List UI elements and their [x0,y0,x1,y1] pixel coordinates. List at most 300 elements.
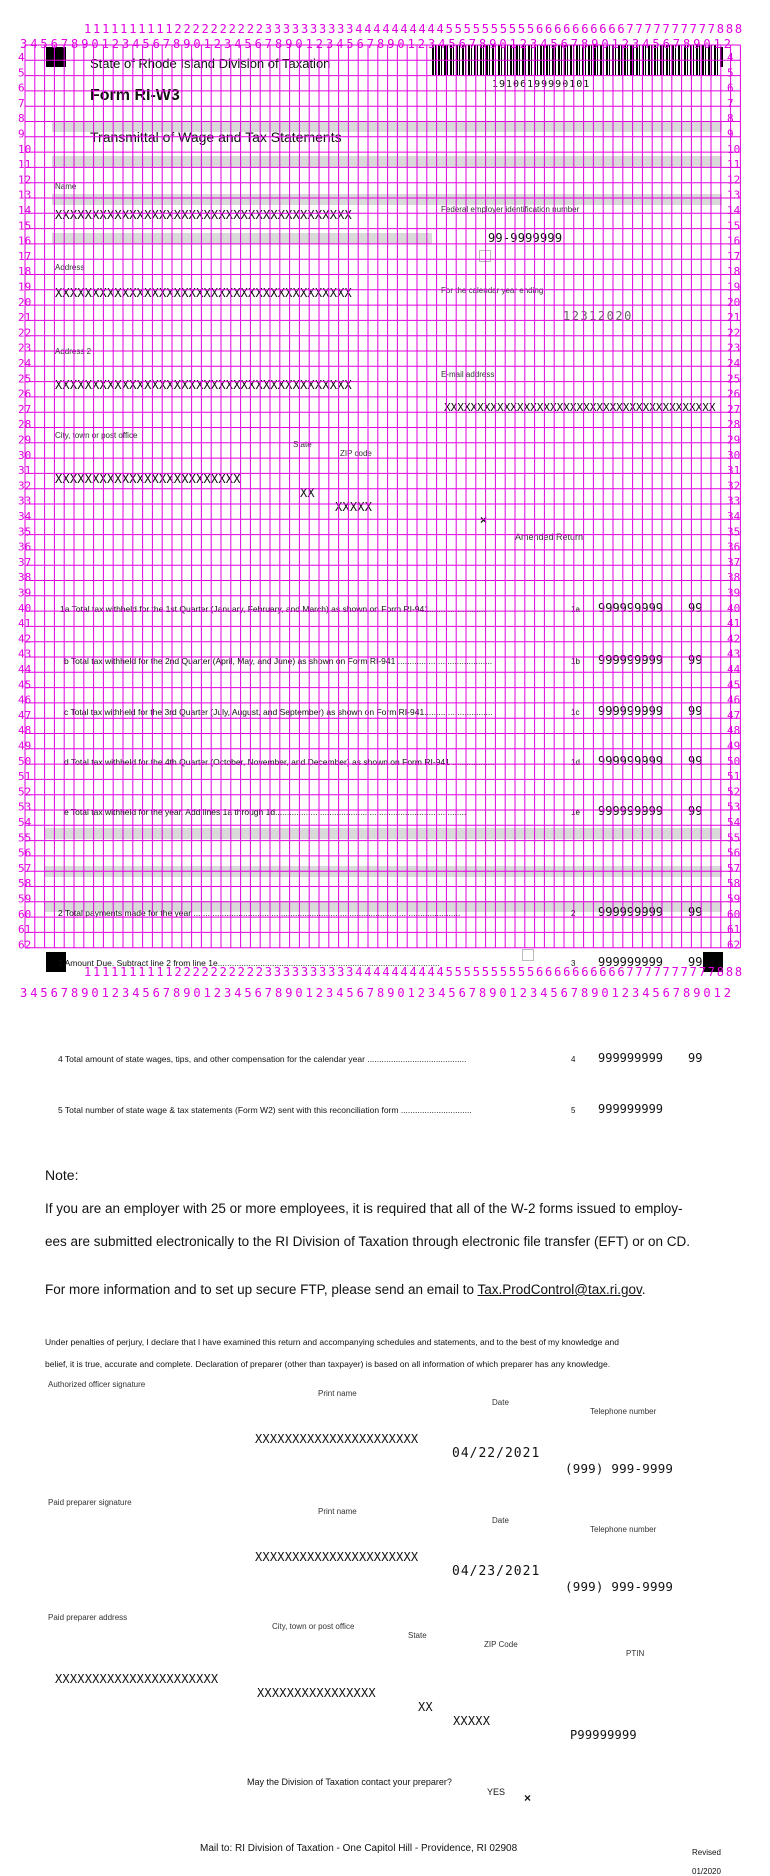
grid-row-number-right: 43 [727,647,741,661]
grid-column-tens-digit: 1 [147,22,155,36]
grid-column-units-digit-bottom: 1 [203,986,211,1000]
tax-line-description: 2 Total payments made for the year ................................................................................................................. [58,908,461,918]
grid-column-units-digit-bottom: 6 [254,986,262,1000]
tax-line-dollars[interactable]: 999999999 [598,601,664,615]
barcode-number: 19106199990101 [492,79,591,90]
grid-column-units-digit-bottom: 8 [479,986,487,1000]
grid-column-tens-digit: 1 [156,22,164,36]
grid-row-number-right: 18 [727,265,741,279]
note-line-2: ees are submitted electronically to the RI Division of Taxation through electronic file transfer (EFT) or on CD. [45,1234,691,1249]
note-line-3 [45,1282,770,1297]
grid-column-units-digit-bottom: 9 [81,986,89,1000]
grid-row-number-left: 14 [18,204,32,217]
grid-column-tens-digit-bottom: 4 [400,965,408,979]
grid-column-tens-digit: 5 [499,22,508,36]
grid-column-units-digit: 0 [397,37,405,51]
grid-row-number-right: 36 [727,540,741,554]
grid-column-tens-digit: 7 [644,22,652,36]
grid-column-tens-digit-bottom: 2 [201,965,209,979]
officer-signature-label: Authorized officer signature [48,1380,146,1389]
grid-column-tens-digit-bottom: 6 [581,965,589,979]
grid-column-units-digit-bottom: 8 [71,986,79,1000]
grid-column-units-digit: 7 [366,37,375,51]
grid-column-units-digit: 8 [479,37,487,51]
grid-column-units-digit-bottom: 5 [142,986,150,1000]
state-label: State [293,440,312,449]
grid-column-tens-digit: 8 [716,22,725,36]
grid-column-units-digit-bottom: 6 [560,986,568,1000]
preparer-signature-label: Paid preparer signature [48,1498,132,1507]
grid-column-tens-digit-bottom: 2 [246,965,254,979]
grid-column-units-digit: 2 [723,37,732,51]
grid-row-number-left: 41 [18,617,32,631]
grid-row-number-right: 57 [727,861,741,875]
grid-column-units-digit-bottom: 2 [315,986,324,1000]
grid-column-units-digit-bottom: 8 [683,986,691,1000]
grid-column-tens-digit-bottom: 8 [734,965,743,979]
preparer-address-field[interactable]: XXXXXXXXXXXXXXXXXXXXXX [55,1672,219,1686]
grid-column-tens-digit: 7 [662,22,670,36]
grid-column-units-digit-bottom: 9 [183,986,191,1000]
grid-column-units-digit-bottom: 4 [132,986,140,1000]
grid-row-number-right: 48 [727,724,741,738]
zip-field[interactable]: XXXXX [335,500,373,514]
grid-column-units-digit-bottom: 5 [40,986,48,1000]
grid-row-number-right: 60 [727,907,741,921]
tax-line-cents[interactable]: 99 [688,804,703,818]
grid-row-number-left: 38 [18,571,32,585]
grid-row-number-left: 47 [18,708,32,722]
tax-line-dollars[interactable]: 999999999 [598,1102,664,1116]
grid-column-tens-digit-bottom: 3 [291,965,300,979]
grid-row-number-left: 23 [18,341,32,355]
grid-row-number-left: 15 [18,219,32,233]
form-subtitle: Transmittal of Wage and Tax Statements [90,129,342,145]
tax-line-dollars[interactable]: 999999999 [598,905,664,919]
grid-column-units-digit: 1 [305,37,313,51]
grid-row-number-left: 45 [18,678,32,692]
grid-row-number-right: 40 [727,601,741,615]
grid-row-number-left: 28 [18,418,32,432]
perjury-statement-1: Under penalties of perjury, I declare that I have examined this return and accompanying schedules and statements, and to the best of my knowledge and [45,1337,619,1347]
name-field[interactable]: XXXXXXXXXXXXXXXXXXXXXXXXXXXXXXXXXXXXXXXX [55,208,352,222]
grid-column-tens-digit: 2 [246,22,254,36]
grid-column-units-digit: 5 [244,37,252,51]
year-ending-field[interactable]: 12312020 [563,309,633,323]
grid-column-tens-digit: 4 [391,22,399,36]
grid-column-tens-digit: 2 [237,22,245,36]
officer-date-label: Date [492,1398,509,1407]
tax-line-dollars[interactable]: 999999999 [598,754,664,768]
grid-column-tens-digit: 3 [319,22,327,36]
grid-row-number-right: 41 [727,617,741,631]
grid-row-number-right: 31 [727,464,741,478]
grid-column-tens-digit: 3 [346,22,354,36]
grid-row-number-right: 5 [727,66,734,80]
note-line-3-text: For more information and to set up secure FTP, please send an email to [45,1282,478,1297]
grid-row-number-left: 29 [18,433,32,447]
grid-column-tens-digit: 7 [707,22,715,36]
grid-row-number-right: 56 [727,846,741,860]
grid-column-units-digit: 1 [407,37,415,51]
grid-column-tens-digit: 4 [418,22,426,36]
grid-column-tens-digit-bottom: 6 [608,965,616,979]
grid-column-tens-digit-bottom: 6 [617,965,625,979]
contact-preparer-yes-label: YES [487,1787,506,1797]
preparer-name-field[interactable]: XXXXXXXXXXXXXXXXXXXXXX [255,1550,419,1564]
grid-row-number-left: 25 [18,372,32,386]
grid-column-tens-digit: 7 [698,22,706,36]
grid-column-tens-digit-bottom: 5 [499,965,508,979]
grid-row-number-right: 39 [727,586,741,600]
grid-column-units-digit-bottom: 8 [581,986,589,1000]
grid-column-tens-digit-bottom: 3 [346,965,354,979]
grid-column-tens-digit-bottom: 2 [192,965,200,979]
support-email-link[interactable]: Tax.ProdControl@tax.ri.gov [477,1282,642,1297]
tax-line-dollars[interactable]: 999999999 [598,653,664,667]
tax-line-number: 5 [571,1106,576,1115]
grid-row-number-left: 62 [18,938,32,952]
grid-column-units-digit: 9 [183,37,191,51]
grid-row-number-left: 16 [18,234,32,248]
grid-column-tens-digit: 5 [472,22,480,36]
tax-line-number: 2 [571,909,576,918]
grid-row-number-right: 12 [727,173,741,187]
grid-column-units-digit-bottom: 8 [377,986,385,1000]
address-field[interactable]: XXXXXXXXXXXXXXXXXXXXXXXXXXXXXXXXXXXXXXXX [55,286,352,300]
contact-preparer-yes-mark: × [524,1791,532,1805]
grid-row-number-right: 14 [727,204,741,217]
state-field[interactable]: XX [300,486,315,500]
grid-column-units-digit-bottom: 3 [632,986,640,1000]
grid-column-units-digit: 7 [570,37,579,51]
grid-column-units-digit-bottom: 7 [672,986,681,1000]
address2-field[interactable]: XXXXXXXXXXXXXXXXXXXXXXXXXXXXXXXXXXXXXXXX [55,378,352,392]
grid-column-tens-digit: 2 [210,22,218,36]
revised-date: 01/2020 [692,1867,721,1876]
grid-row-number-left: 58 [18,877,32,891]
grid-row-number-left: 46 [18,693,32,707]
grid-column-tens-digit-bottom: 7 [707,965,715,979]
grid-column-units-digit: 4 [438,37,446,51]
city-label: City, town or post office [55,431,138,440]
grid-column-tens-digit: 4 [382,22,390,36]
grid-column-tens-digit-bottom: 4 [391,965,399,979]
officer-date-field[interactable]: 04/22/2021 [452,1446,541,1461]
grid-column-tens-digit-bottom: 4 [427,965,435,979]
grid-column-units-digit-bottom: 0 [295,986,303,1000]
grid-row-number-right: 11 [727,158,741,172]
preparer-date-field[interactable]: 04/23/2021 [452,1564,541,1579]
grid-column-units-digit: 9 [489,37,497,51]
grid-column-units-digit: 6 [254,37,262,51]
label-band-officer [45,828,722,839]
grid-column-units-digit: 8 [683,37,691,51]
grid-column-tens-digit-bottom: 8 [716,965,725,979]
grid-column-tens-digit-bottom: 1 [138,965,146,979]
grid-column-tens-digit: 1 [120,22,128,36]
grid-column-tens-digit: 1 [138,22,146,36]
fein-field[interactable]: 99-9999999 [488,231,563,245]
grid-row-number-right: 29 [727,433,741,447]
grid-column-units-digit-bottom: 0 [601,986,609,1000]
grid-column-tens-digit: 2 [219,22,227,36]
grid-column-units-digit: 7 [162,37,171,51]
preparer-state-field[interactable]: XX [418,1700,433,1714]
grid-column-units-digit-bottom: 8 [275,986,283,1000]
grid-column-tens-digit: 4 [409,22,417,36]
grid-column-tens-digit: 7 [626,22,634,36]
preparer-zip-label: ZIP Code [484,1640,518,1649]
grid-row-number-left: 52 [18,785,32,799]
grid-row-number-right: 10 [727,142,741,156]
amended-return-checkbox[interactable] [479,250,491,262]
grid-column-tens-digit: 4 [427,22,435,36]
grid-row-number-left: 7 [18,96,25,110]
grid-row-number-right: 30 [727,448,741,462]
tax-line-description: 1a Total tax withheld for the 1st Quarter (January, February, and March) as shown on Form RI-941........................ [60,604,486,614]
grid-row-number-right: 62 [727,938,741,952]
grid-column-tens-digit-bottom: 8 [725,965,734,979]
grid-column-units-digit: 5 [448,37,456,51]
grid-row-number-left: 6 [18,81,25,95]
grid-column-tens-digit: 2 [255,22,263,36]
revised-label: Revised [692,1848,721,1857]
grid-column-units-digit-bottom: 7 [468,986,477,1000]
grid-column-tens-digit-bottom: 1 [84,965,92,979]
tax-line-cents[interactable]: 99 [688,955,703,969]
grid-column-units-digit: 2 [417,37,426,51]
name-label: Name [55,182,77,191]
grid-column-units-digit-bottom: 6 [50,986,58,1000]
grid-row-number-left: 51 [18,770,32,784]
grid-column-tens-digit: 4 [364,22,372,36]
grid-row-number-left: 37 [18,555,32,569]
grid-row-number-left: 9 [18,127,25,141]
grid-column-tens-digit-bottom: 3 [319,965,327,979]
grid-row-number-right: 26 [727,387,741,401]
grid-column-tens-digit: 5 [490,22,499,36]
grid-column-tens-digit-bottom: 7 [698,965,706,979]
grid-column-units-digit-bottom: 3 [224,986,232,1000]
grid-row-number-left: 55 [18,831,32,845]
label-band-preparer [45,866,722,877]
grid-column-units-digit-bottom: 9 [591,986,599,1000]
note-heading: Note: [45,1167,79,1183]
grid-column-tens-digit-bottom: 1 [165,965,173,979]
grid-column-units-digit: 0 [193,37,201,51]
grid-column-tens-digit: 6 [581,22,589,36]
grid-column-tens-digit-bottom: 5 [463,965,471,979]
grid-row-number-right: 35 [727,525,741,539]
grid-column-tens-digit-bottom: 6 [572,965,580,979]
tax-line-dollars[interactable]: 999999999 [598,704,664,718]
grid-row-number-left: 43 [18,647,32,661]
grid-column-tens-digit-bottom: 7 [626,965,634,979]
grid-row-number-right: 20 [727,295,741,309]
grid-column-tens-digit: 3 [310,22,318,36]
preparer-state-label: State [408,1631,427,1640]
preparer-phone-field[interactable]: (999) 999-9999 [565,1579,674,1594]
grid-column-tens-digit-bottom: 4 [382,965,390,979]
grid-column-units-digit: 3 [530,37,538,51]
grid-row-number-left: 33 [18,494,32,508]
tax-line-number: 1e [571,808,580,817]
grid-column-units-digit-bottom: 9 [489,986,497,1000]
grid-column-tens-digit: 6 [536,22,544,36]
form-title: Form RI-W3 [90,87,180,104]
grid-column-units-digit: 4 [540,37,548,51]
grid-row-number-right: 53 [727,800,741,814]
grid-row-number-right: 27 [727,402,741,416]
grid-column-units-digit: 8 [581,37,589,51]
grid-column-units-digit-bottom: 2 [723,986,732,1000]
grid-column-units-digit-bottom: 9 [285,986,293,1000]
grid-column-units-digit: 1 [509,37,517,51]
grid-column-tens-digit-bottom: 7 [689,965,697,979]
email-field[interactable]: XXXXXXXXXXXXXXXXXXXXXXXXXXXXXXXXXXXXXXXXX [444,401,716,414]
grid-column-units-digit-bottom: 4 [234,986,242,1000]
grid-column-tens-digit: 7 [653,22,661,36]
grid-column-units-digit: 4 [234,37,242,51]
address-label: Address [55,263,85,272]
grid-column-units-digit-bottom: 3 [326,986,334,1000]
grid-column-units-digit: 2 [213,37,222,51]
grid-column-tens-digit-bottom: 3 [310,965,318,979]
preparer-city-field[interactable]: XXXXXXXXXXXXXXXX [257,1686,376,1700]
tax-line-row [0,804,770,824]
grid-column-units-digit: 7 [468,37,477,51]
grid-column-tens-digit-bottom: 7 [662,965,670,979]
city-field[interactable]: XXXXXXXXXXXXXXXXXXXXXXXXX [55,472,241,486]
grid-column-tens-digit-bottom: 6 [545,965,553,979]
grid-row-number-left: 61 [18,923,32,937]
preparer-print-name-label: Print name [318,1507,357,1516]
grid-column-units-digit-bottom: 9 [693,986,701,1000]
grid-column-tens-digit: 3 [273,22,282,36]
grid-row-number-right: 49 [727,739,741,753]
grid-row-number-left: 26 [18,387,32,401]
amended-return-mark: × [480,513,488,527]
grid-column-tens-digit-bottom: 1 [129,965,137,979]
grid-column-tens-digit-bottom: 4 [355,965,363,979]
agency-name: State of Rhode Island Division of Taxation [90,56,331,71]
grid-column-units-digit: 3 [224,37,232,51]
grid-row-number-left: 27 [18,402,32,416]
tax-line-description: c Total tax withheld for the 3rd Quarter (July, August, and September) as shown on Form RI-941............................. [64,707,493,717]
officer-phone-field[interactable]: (999) 999-9999 [565,1461,674,1476]
grid-column-units-digit-bottom: 4 [438,986,446,1000]
ptin-field[interactable]: P99999999 [570,1728,637,1742]
fein-label: Federal employer identification number [441,205,580,214]
grid-column-tens-digit-bottom: 5 [517,965,526,979]
grid-column-units-digit-bottom: 4 [642,986,650,1000]
grid-column-units-digit: 8 [173,37,181,51]
tax-line-cents[interactable]: 99 [688,905,703,919]
preparer-zip-field[interactable]: XXXXX [453,1714,491,1728]
grid-row-number-right: 34 [727,510,741,523]
grid-column-tens-digit: 8 [734,22,743,36]
grid-column-tens-digit: 3 [291,22,300,36]
tax-line-dollars[interactable]: 999999999 [598,955,664,969]
tax-line-dollars[interactable]: 999999999 [598,804,664,818]
grid-row-number-left: 20 [18,295,32,309]
grid-column-units-digit: 6 [458,37,466,51]
grid-row-number-left: 5 [18,66,25,80]
grid-column-tens-digit-bottom: 5 [490,965,499,979]
tax-line-number: 1d [571,758,580,767]
grid-row-number-left: 10 [18,142,32,156]
preparer-address-label: Paid preparer address [48,1613,128,1622]
grid-column-tens-digit: 3 [328,22,336,36]
grid-column-tens-digit-bottom: 3 [337,965,345,979]
grid-column-units-digit: 2 [621,37,630,51]
grid-row-number-left: 42 [18,632,32,646]
grid-column-tens-digit-bottom: 7 [635,965,643,979]
grid-column-units-digit-bottom: 8 [173,986,181,1000]
grid-column-units-digit-bottom: 7 [162,986,171,1000]
tax-line-cents[interactable]: 99 [688,704,703,718]
grid-column-units-digit-bottom: 4 [30,986,38,1000]
preparer-city-label: City, town or post office [272,1622,355,1631]
grid-column-tens-digit-bottom: 1 [93,965,101,979]
grid-column-units-digit-bottom: 5 [244,986,252,1000]
tax-line-cents[interactable]: 99 [688,754,703,768]
tax-line-cents[interactable]: 99 [688,601,703,615]
officer-print-name-label: Print name [318,1389,357,1398]
grid-column-tens-digit-bottom: 5 [526,965,535,979]
tax-line-cents[interactable]: 99 [688,1051,703,1065]
grid-row-number-left: 30 [18,448,32,462]
grid-column-units-digit-bottom: 6 [458,986,466,1000]
email-label: E-mail address [441,370,495,379]
grid-column-tens-digit: 1 [111,22,119,36]
grid-column-tens-digit: 6 [572,22,580,36]
tax-line-row [0,955,770,975]
grid-row-number-right: 9 [727,127,734,141]
grid-column-units-digit-bottom: 3 [428,986,436,1000]
officer-name-field[interactable]: XXXXXXXXXXXXXXXXXXXXXX [255,1432,419,1446]
grid-column-tens-digit: 7 [635,22,643,36]
note-line-1: If you are an employer with 25 or more employees, it is required that all of the W-2 forms issued to employ- [45,1201,683,1216]
grid-column-tens-digit: 4 [436,22,444,36]
grid-column-units-digit: 0 [499,37,507,51]
officer-phone-label: Telephone number [590,1407,657,1416]
grid-column-tens-digit: 6 [545,22,553,36]
grid-column-tens-digit: 2 [201,22,209,36]
grid-column-units-digit: 6 [152,37,160,51]
grid-column-units-digit: 6 [356,37,364,51]
grid-column-units-digit: 9 [693,37,701,51]
registration-mark-top-left [46,47,66,67]
tax-line-description: 4 Total amount of state wages, tips, and other compensation for the calendar year .......................................... [58,1054,467,1064]
grid-column-units-digit: 9 [81,37,89,51]
tax-line-dollars[interactable]: 999999999 [598,1051,664,1065]
grid-row-number-right: 51 [727,770,741,784]
grid-column-tens-digit: 5 [463,22,471,36]
grid-column-units-digit-bottom: 5 [652,986,660,1000]
grid-column-units-digit-bottom: 1 [101,986,109,1000]
grid-column-tens-digit-bottom: 3 [264,965,273,979]
grid-column-units-digit-bottom: 0 [193,986,201,1000]
grid-column-units-digit-bottom: 1 [713,986,721,1000]
grid-column-tens-digit-bottom: 4 [364,965,372,979]
preparer-date-label: Date [492,1516,509,1525]
tax-line-cents[interactable]: 99 [688,653,703,667]
grid-row-number-left: 19 [18,280,32,294]
grid-column-tens-digit-bottom: 4 [373,965,381,979]
grid-column-units-digit: 3 [632,37,640,51]
